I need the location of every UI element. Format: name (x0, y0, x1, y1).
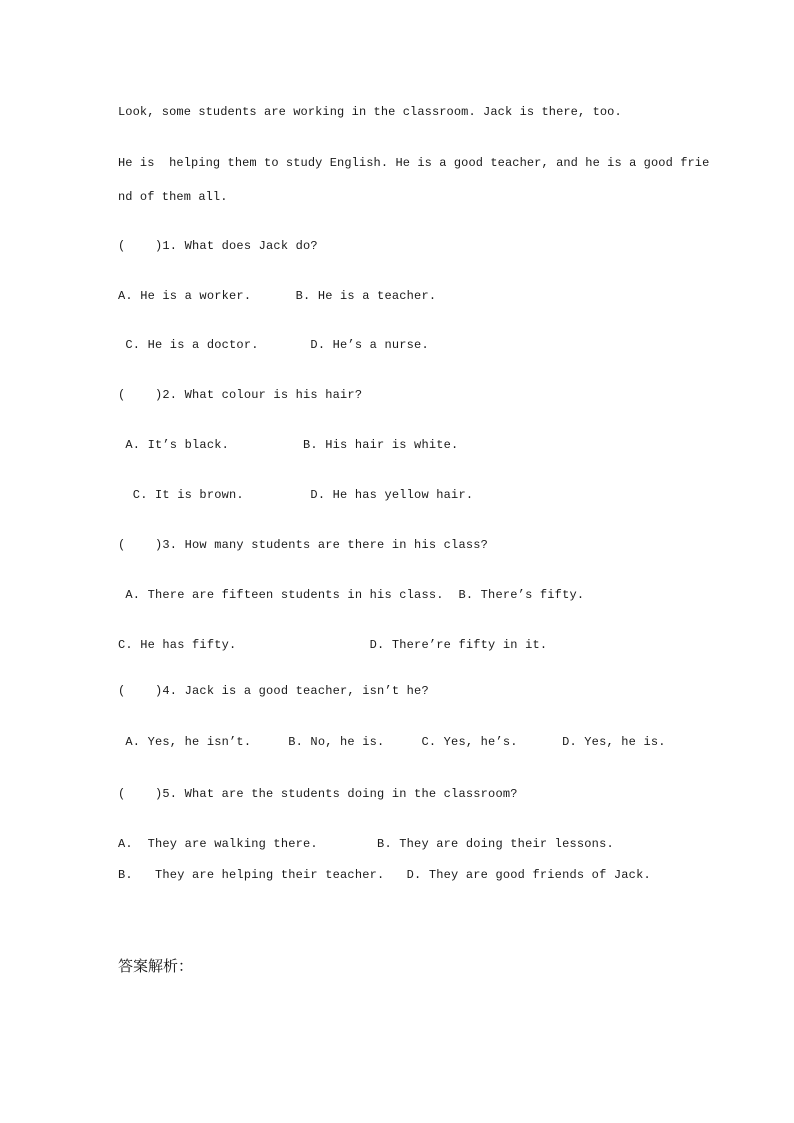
question-1-options-line-2: C. He is a doctor. D. He’s a nurse. (118, 338, 429, 352)
question-5-options-line-1: A. They are walking there. B. They are doing their lessons. (118, 837, 614, 851)
question-5-prompt: ( )5. What are the students doing in the classroom? (118, 787, 518, 801)
passage-line-3: nd of them all. (118, 190, 228, 204)
question-2-options-line-1: A. It’s black. B. His hair is white. (118, 438, 459, 452)
question-3-options-line-1: A. There are fifteen students in his class. B. There’s fifty. (118, 588, 585, 602)
answer-section-heading: 答案解析： (118, 958, 194, 975)
question-2-prompt: ( )2. What colour is his hair? (118, 388, 363, 402)
question-2-options-line-2: C. It is brown. D. He has yellow hair. (118, 488, 474, 502)
question-3-prompt: ( )3. How many students are there in his class? (118, 538, 489, 552)
question-4-options-line-1: A. Yes, he isn’t. B. No, he is. C. Yes, he’s. D. Yes, he is. (118, 735, 666, 749)
question-5-options-line-2: B. They are helping their teacher. D. They are good friends of Jack. (118, 868, 651, 882)
passage-line-2: He is helping them to study English. He is a good teacher, and he is a good frie (118, 156, 710, 170)
question-3-options-line-2: C. He has fifty. D. There’re fifty in it. (118, 638, 548, 652)
passage-line-1: Look, some students are working in the classroom. Jack is there, too. (118, 105, 622, 119)
question-4-prompt: ( )4. Jack is a good teacher, isn’t he? (118, 684, 429, 698)
question-1-options-line-1: A. He is a worker. B. He is a teacher. (118, 289, 437, 303)
question-1-prompt: ( )1. What does Jack do? (118, 239, 318, 253)
